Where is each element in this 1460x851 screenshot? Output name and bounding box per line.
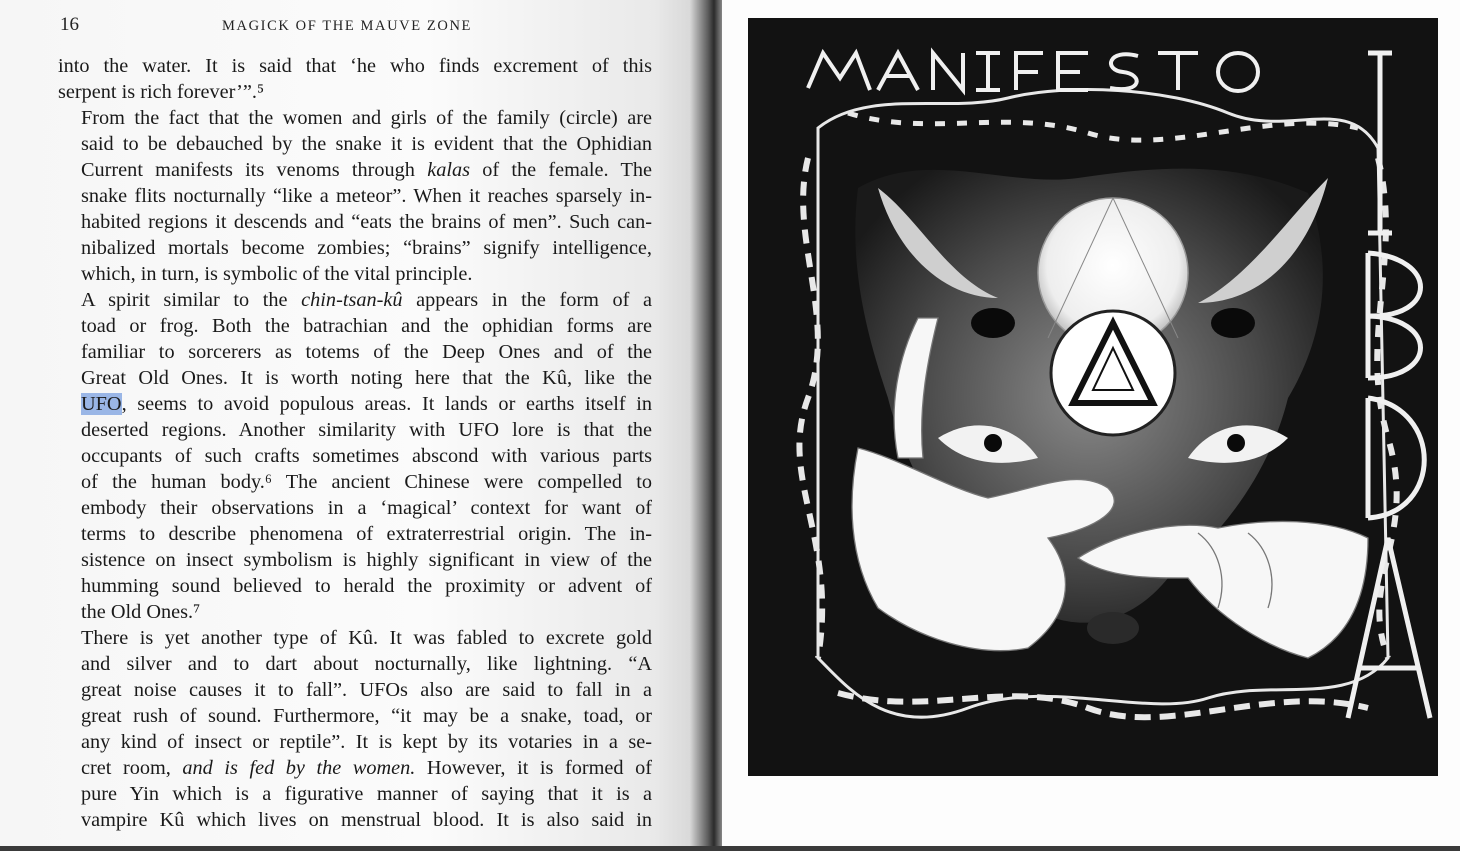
text-line: habited regions it descends and “eats the brains of men”. Such can- xyxy=(81,211,652,233)
text-line: cret room, and is fed by the women. However, it is formed of xyxy=(81,757,652,779)
body-text xyxy=(58,53,653,831)
book-gutter xyxy=(690,0,722,848)
text-line: sistence on insect symbolism is highly significant in view of the xyxy=(81,549,652,571)
text-line: UFO, seems to avoid populous areas. It lands or earths itself in xyxy=(81,393,652,415)
right-page xyxy=(722,0,1460,848)
text-line: vampire Kû which lives on menstrual blood. It is also said in xyxy=(81,809,652,831)
paragraph-1 xyxy=(58,53,652,105)
text-line: which, in turn, is symbolic of the vital principle. xyxy=(81,263,473,285)
text-line: Great Old Ones. It is worth noting here that the Kû, like the xyxy=(81,367,652,389)
text-line: There is yet another type of Kû. It was fabled to excrete gold xyxy=(81,627,652,649)
text-line: great noise causes it to fall”. UFOs also are said to fall in a xyxy=(81,679,652,701)
text-line: into the water. It is said that ‘he who finds excrement of this xyxy=(58,55,652,77)
text-line: of the human body.⁶ The ancient Chinese were compelled to xyxy=(81,471,652,493)
text-line: serpent is rich forever’”.⁵ xyxy=(58,81,265,103)
text-line: any kind of insect or reptile”. It is kept by its votaries in a se- xyxy=(81,731,652,753)
italic-fed-by-women: and is fed by the women. xyxy=(182,757,416,779)
text-line: pure Yin which is a figurative manner of saying that it is a xyxy=(81,783,652,805)
text-line: said to be debauched by the snake it is evident that the Ophidian xyxy=(81,133,652,155)
text-line: terms to describe phenomena of extraterrestrial origin. The in- xyxy=(81,523,652,545)
orb-triangle-symbol xyxy=(1038,198,1188,435)
text-selection[interactable]: UFO xyxy=(81,393,122,415)
bottom-edge xyxy=(0,846,1460,851)
text-line: familiar to sorcerers as totems of the Deep Ones and of the xyxy=(81,341,652,363)
page-number: 16 xyxy=(60,14,79,35)
text-line: From the fact that the women and girls of the family (circle) are xyxy=(81,107,652,129)
text-line: toad or frog. Both the batrachian and the ophidian forms are xyxy=(81,315,652,337)
text-line: nibalized mortals become zombies; “brains” signify intelligence, xyxy=(81,237,652,259)
text-line: embody their observations in a ‘magical’ context for want of xyxy=(81,497,652,519)
italic-kalas: kalas xyxy=(427,159,470,181)
text-line: snake flits nocturnally “like a meteor”. When it reaches sparsely in- xyxy=(81,185,652,207)
text-line: deserted regions. Another similarity with UFO lore is that the xyxy=(81,419,652,441)
paragraph-3 xyxy=(58,287,652,625)
text-line: A spirit similar to the chin-tsan-kû appears in the form of a xyxy=(81,289,653,311)
italic-chin-tsan-ku: chin-tsan-kû xyxy=(301,289,403,311)
text-line: the Old Ones.⁷ xyxy=(81,601,201,623)
text-line: occupants of such crafts sometimes abscond with various parts xyxy=(81,445,652,467)
text-line: great rush of sound. Furthermore, “it may be a snake, toad, or xyxy=(81,705,652,727)
text-line: humming sound believed to herald the proximity or advent of xyxy=(81,575,652,597)
text-line: Current manifests its venoms through kalas of the female. The xyxy=(81,159,652,181)
running-head: MAGICK OF THE MAUVE ZONE xyxy=(222,18,472,34)
paragraph-4 xyxy=(58,625,652,831)
left-page xyxy=(0,0,712,848)
text-line: and silver and to dart about nocturnally, like lightning. “A xyxy=(81,653,652,675)
paragraph-2 xyxy=(58,105,652,287)
manifesto-illustration xyxy=(748,18,1438,776)
